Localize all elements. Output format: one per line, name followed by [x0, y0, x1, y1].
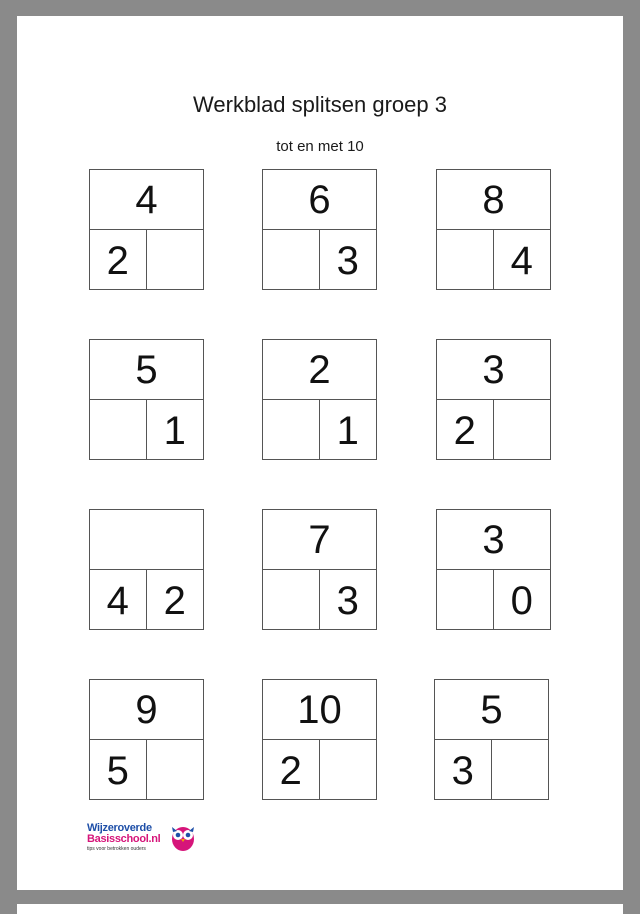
split-box-right [147, 740, 204, 800]
split-box-right [320, 740, 377, 800]
split-box-4 [89, 339, 204, 460]
split-box-total: 3 [437, 510, 550, 570]
split-box-total: 10 [263, 680, 376, 740]
split-box-right: 3 [336, 579, 359, 623]
next-page-edge [17, 904, 623, 914]
split-box-left [263, 230, 320, 290]
split-box-total: 4 [90, 170, 203, 230]
split-box-right: 4 [510, 239, 533, 283]
logo-line-1: Wijzeroverde [87, 822, 152, 834]
split-box-right: 3 [336, 239, 359, 283]
owl-icon [169, 822, 197, 852]
logo-tagline: tips voor betrokken ouders [87, 846, 146, 852]
split-box-total [90, 510, 203, 570]
split-box-left: 2 [90, 230, 147, 290]
split-box-total: 8 [437, 170, 550, 230]
split-box-12 [434, 679, 549, 800]
split-box-total: 5 [90, 340, 203, 400]
split-box-9 [436, 509, 551, 630]
split-box-left [437, 570, 494, 630]
logo-line-2: Basisschool.nl [87, 833, 161, 845]
split-box-right: 1 [336, 409, 359, 453]
split-box-left: 4 [90, 570, 147, 630]
split-box-right: 2 [163, 579, 186, 623]
split-box-5 [262, 339, 377, 460]
split-box-10 [89, 679, 204, 800]
split-box-left: 5 [90, 740, 147, 800]
split-box-right [147, 230, 204, 290]
split-box-3 [436, 169, 551, 290]
split-box-right: 1 [163, 409, 186, 453]
worksheet-page [17, 16, 623, 890]
split-box-left [263, 400, 320, 460]
split-box-1 [89, 169, 204, 290]
worksheet-title: Werkblad splitsen groep 3 [193, 92, 447, 117]
split-box-8 [262, 509, 377, 630]
split-box-total: 3 [437, 340, 550, 400]
split-box-total: 6 [263, 170, 376, 230]
split-box-left [90, 400, 147, 460]
worksheet-subtitle: tot en met 10 [276, 138, 364, 155]
split-box-left: 3 [435, 740, 492, 800]
split-box-total: 2 [263, 340, 376, 400]
split-box-11 [262, 679, 377, 800]
split-box-right: 0 [510, 579, 533, 623]
site-logo [87, 822, 217, 858]
split-box-total: 7 [263, 510, 376, 570]
split-box-left [263, 570, 320, 630]
split-box-left: 2 [437, 400, 494, 460]
split-box-left: 2 [263, 740, 320, 800]
split-box-total: 9 [90, 680, 203, 740]
split-box-right [494, 400, 551, 460]
split-box-6 [436, 339, 551, 460]
split-box-total: 5 [435, 680, 548, 740]
split-box-7 [89, 509, 204, 630]
split-box-right [492, 740, 549, 800]
split-box-left [437, 230, 494, 290]
split-box-2 [262, 169, 377, 290]
